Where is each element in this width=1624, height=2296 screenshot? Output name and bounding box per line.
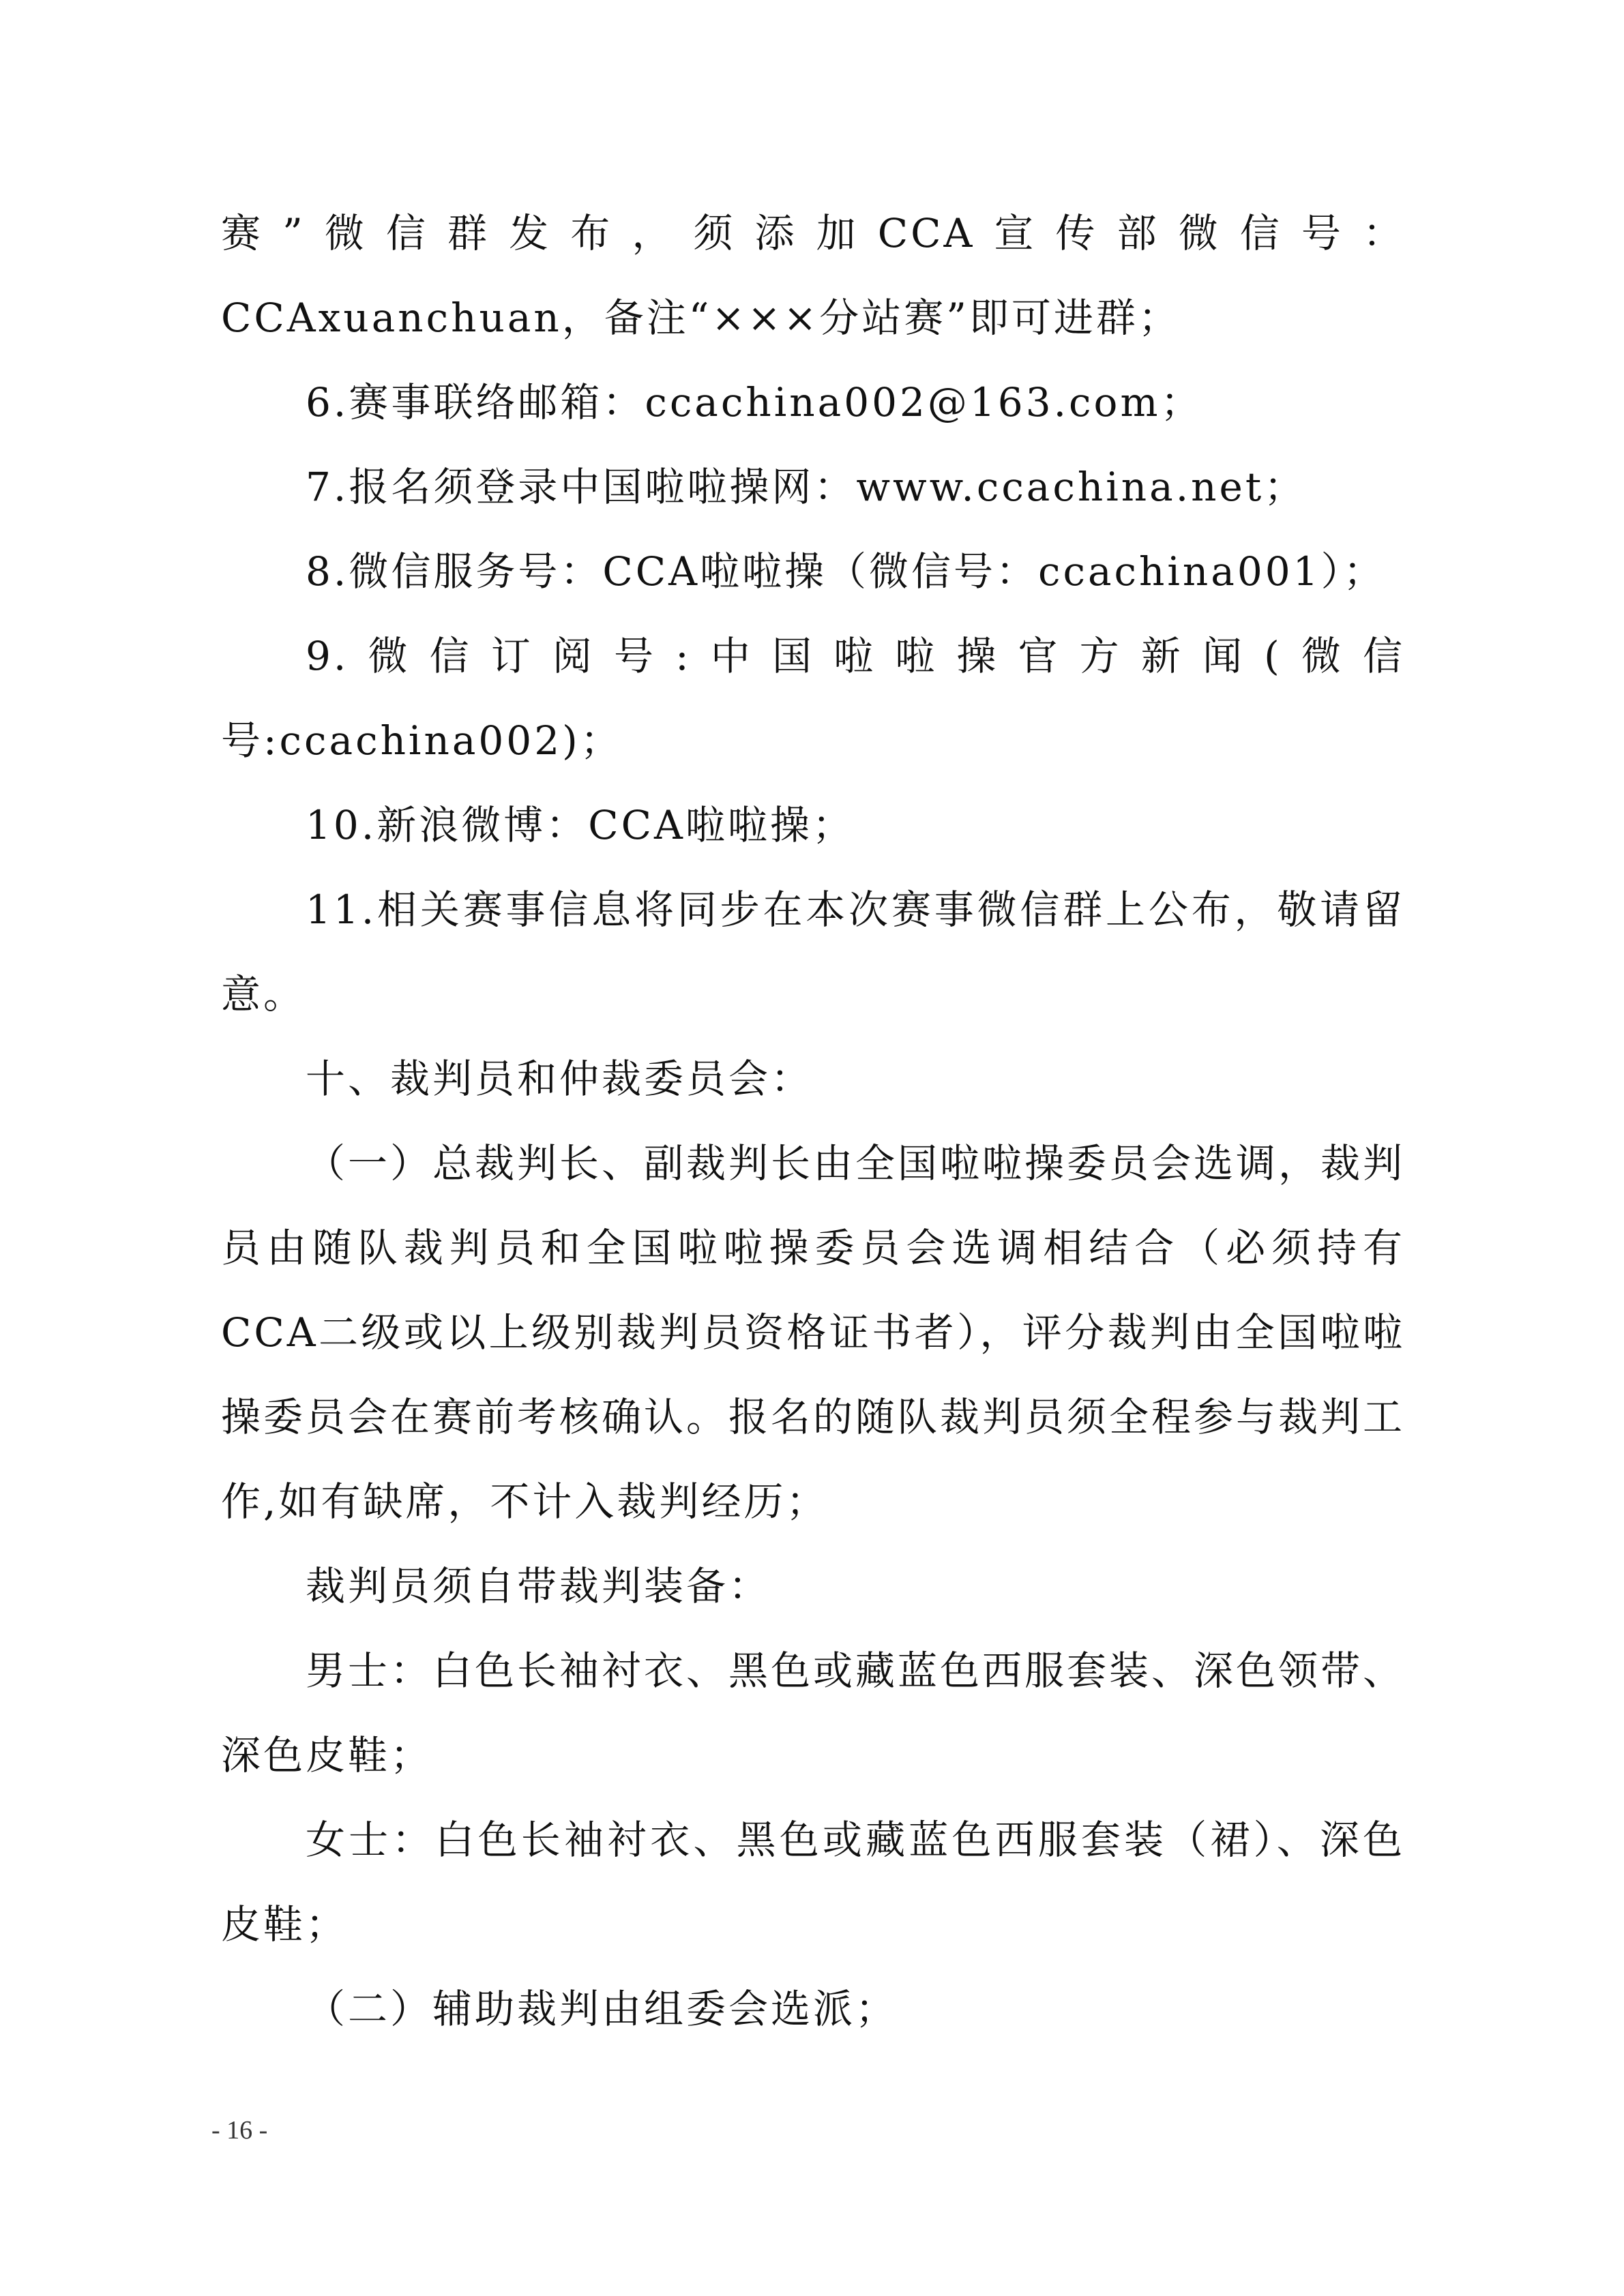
paragraph-assistant-referees: （二）辅助裁判由组委会选派； — [306, 1986, 898, 2032]
paragraph-referee-selection: （一）总裁判长、副裁判长由全国啦啦操委员会选调，裁判员由随队裁判员和全国啦啦操委员会选调相结合（必须持有CCA二级或以上级别裁判员资格证书者），评分裁判由全国啦啦操委员会在赛前考核确认。报名的随队裁判员须全程参与裁判工作,如有缺席，不计入裁判经历； — [221, 1140, 1406, 1525]
page-number: - 16 - — [211, 2116, 268, 2145]
paragraph-dress-men: 男士：白色长袖衬衣、黑色或藏蓝色西服套装、深色领带、深色皮鞋； — [221, 1648, 1406, 1778]
document-body — [221, 191, 1405, 2051]
paragraph-weibo: 10.新浪微博：CCA啦啦操； — [306, 802, 855, 848]
paragraph-dress-women: 女士：白色长袖衬衣、黑色或藏蓝色西服套装（裙）、深色皮鞋； — [221, 1817, 1405, 1948]
paragraph-referee-equipment: 裁判员须自带裁判装备： — [306, 1563, 771, 1609]
paragraph-wechat-subscription: 9.微信订阅号:中国啦啦操官方新闻(微信号:ccachina002)； — [221, 633, 1405, 764]
paragraph-wechat-service: 8.微信服务号：CCA啦啦操（微信号：ccachina001）； — [306, 548, 1386, 595]
paragraph-continuation: 赛”微信群发布，须添加CCA宣传部微信号：CCAxuanchuan，备注“×××分站赛”即可进群； — [221, 210, 1405, 341]
paragraph-contact-email: 6.赛事联络邮箱：ccachina002@163.com； — [306, 379, 1203, 426]
paragraph-event-info-notice: 11.相关赛事信息将同步在本次赛事微信群上公布，敬请留意。 — [221, 886, 1405, 1017]
section-heading-referees: 十、裁判员和仲裁委员会： — [306, 1056, 814, 1102]
paragraph-registration-website: 7.报名须登录中国啦啦操网：www.ccachina.net； — [306, 464, 1307, 510]
